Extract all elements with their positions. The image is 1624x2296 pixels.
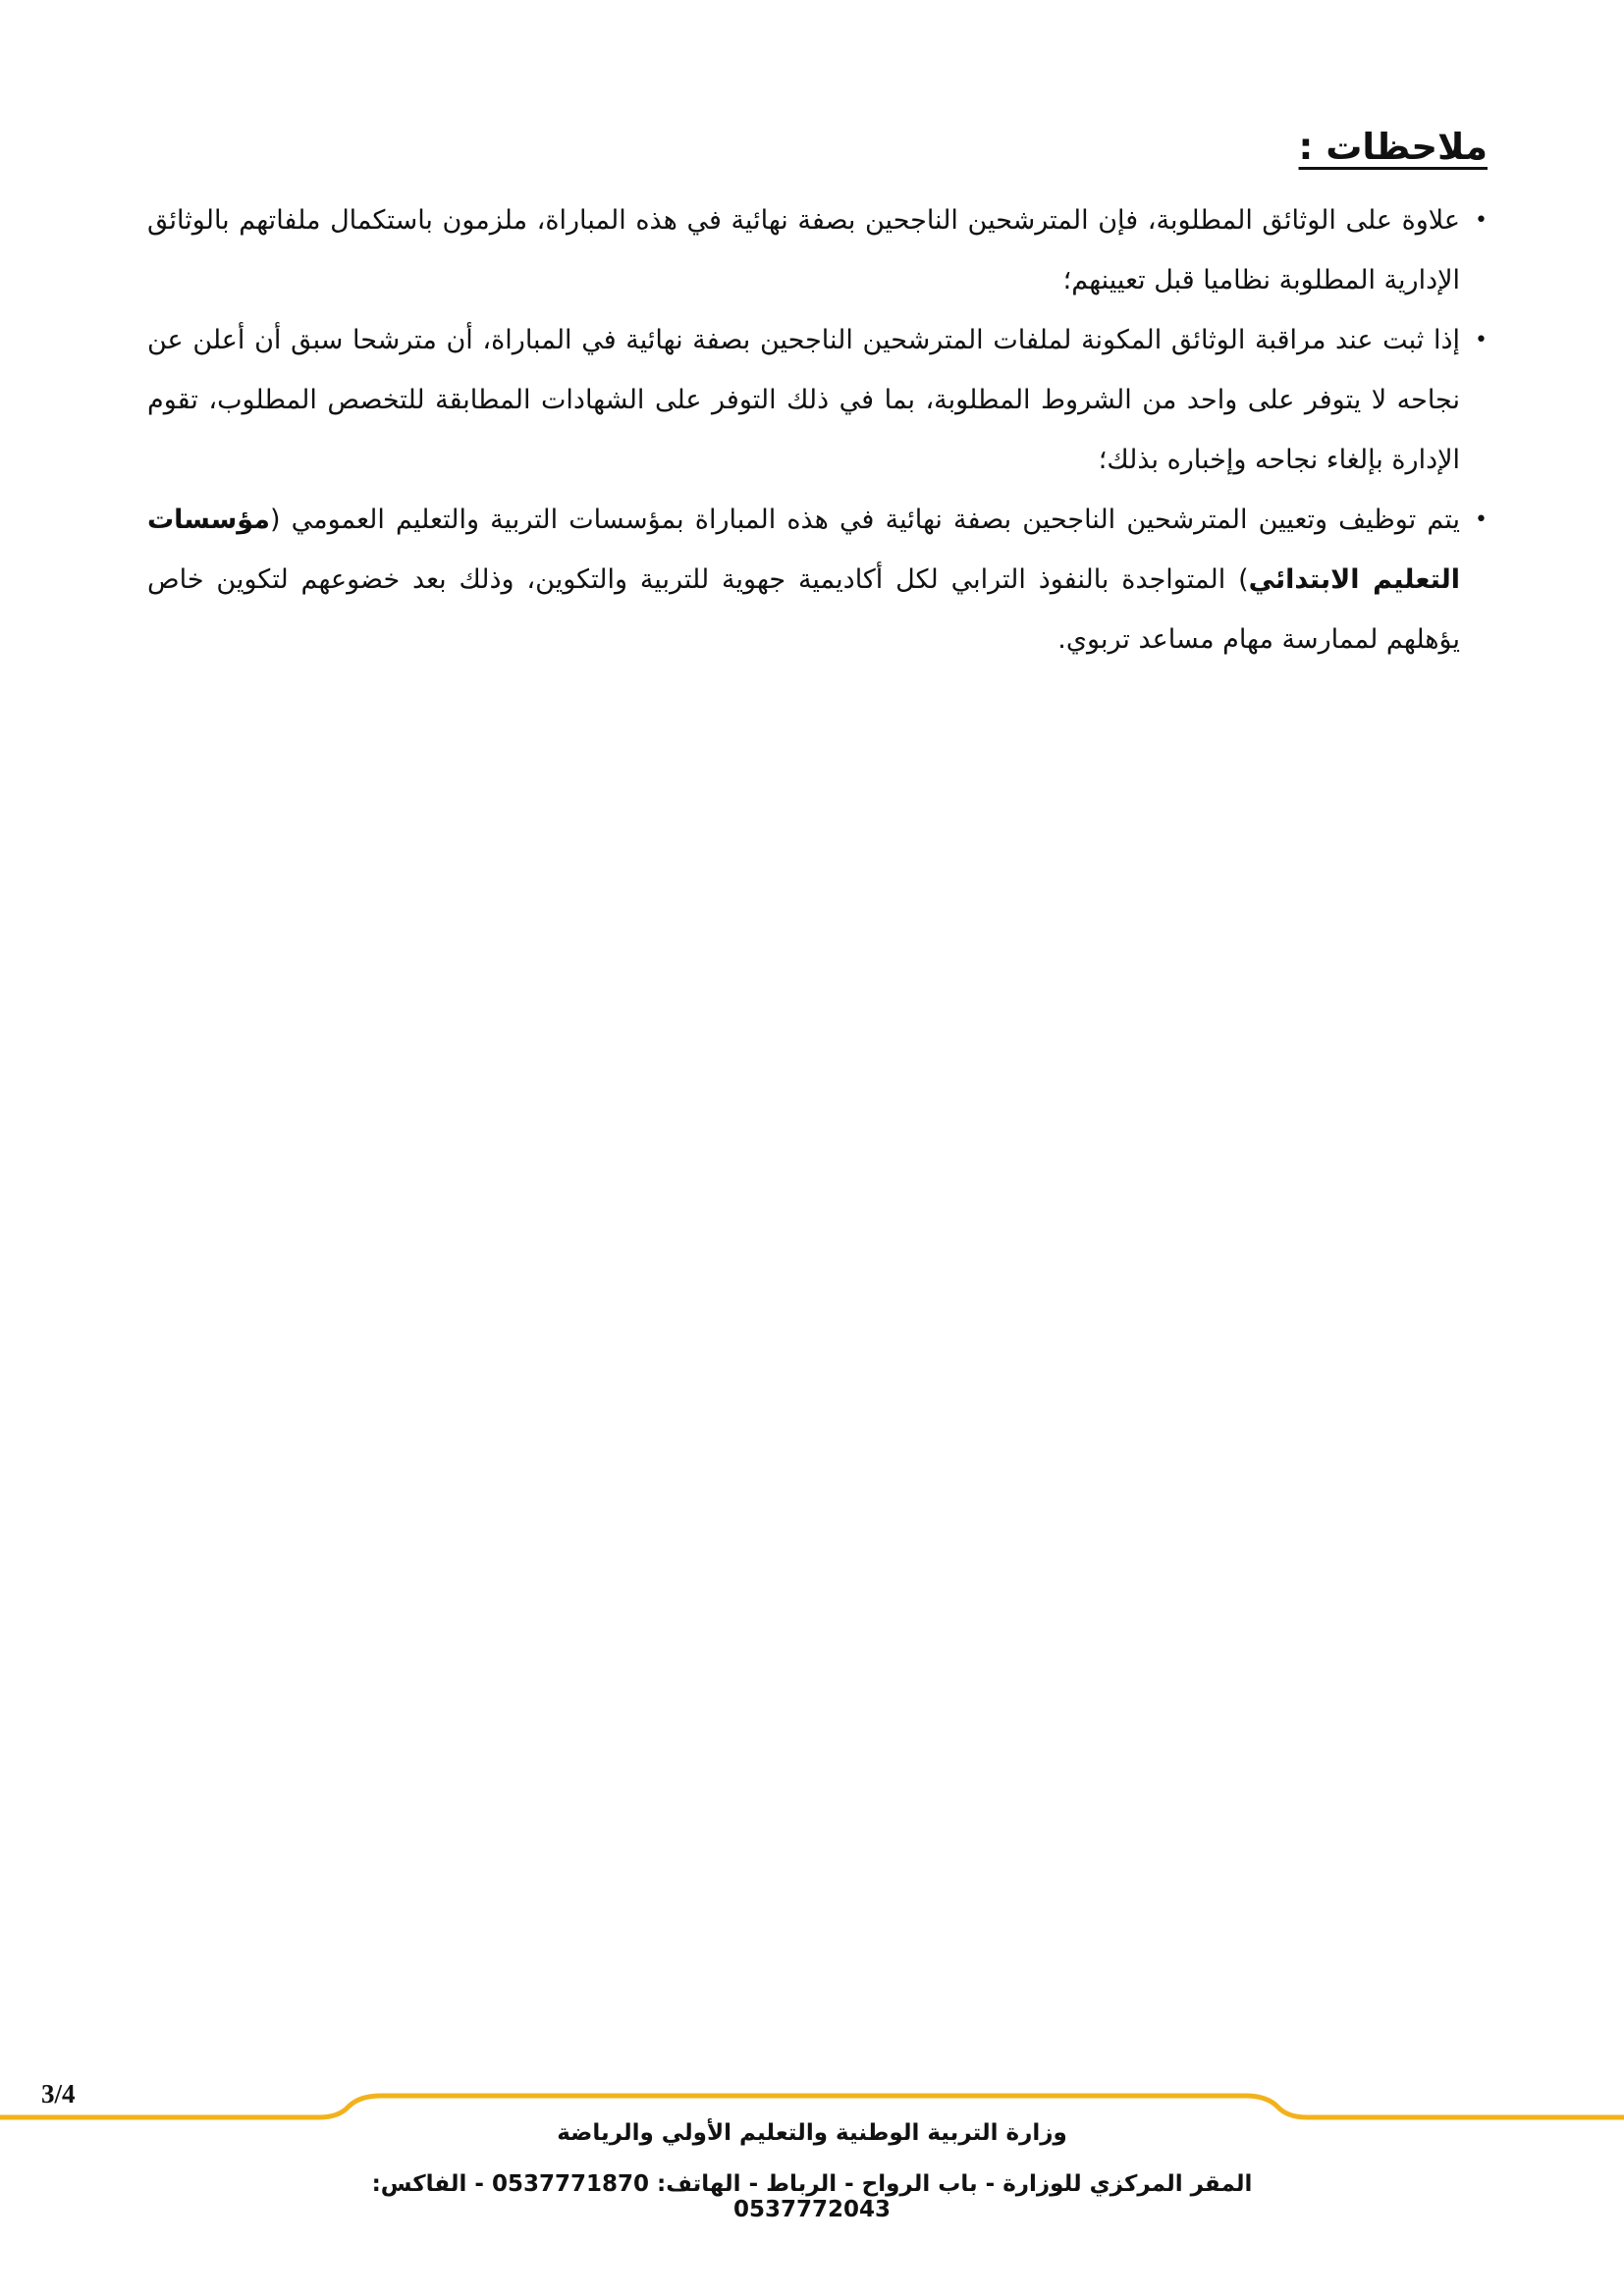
note-text-bold: مؤسسات التعليم الابتدائي bbox=[147, 505, 1460, 595]
bullet-icon: • bbox=[1475, 507, 1488, 532]
page-number: 3/4 bbox=[41, 2079, 76, 2109]
note-text-after: ) المتواجدة بالنفوذ الترابي لكل أكاديمية جهوية للتربية والتكوين، وذلك بعد خضوعهم لتكوين خاص يؤهلهم لممارسة مهام مساعد تربوي. bbox=[147, 564, 1460, 655]
bullet-icon: • bbox=[1475, 208, 1488, 233]
bullet-icon: • bbox=[1475, 328, 1488, 352]
footer-ministry-name: وزارة التربية الوطنية والتعليم الأولي والرياضة bbox=[557, 2120, 1067, 2146]
notes-title: ملاحظات : bbox=[1298, 126, 1488, 168]
footer-address: المقر المركزي للوزارة - باب الرواح - الرباط - الهاتف: 0537771870 - الفاكس: 0537772043 bbox=[371, 2171, 1253, 2222]
note-text: علاوة على الوثائق المطلوبة، فإن المترشحين الناجحين بصفة نهائية في هذه المباراة، ملزمون باستكمال ملفاتهم بالوثائق الإدارية المطلوبة نظاميا قبل تعيينهم؛ bbox=[147, 205, 1460, 295]
note-text: إذا ثبت عند مراقبة الوثائق المكونة لملفات المترشحين الناجحين بصفة نهائية في المباراة، أن مترشحا سبق أن أعلن عن نجاحه لا يتوفر على واحد من الشروط المطلوبة، بما في ذلك التوفر على الشهادات المطابقة للتخصص المطلوب، تقوم الإدارة بإلغاء نجاحه وإخباره بذلك؛ bbox=[147, 325, 1460, 475]
list-item bbox=[147, 310, 1488, 490]
notes-list bbox=[147, 190, 1488, 669]
notes-section bbox=[147, 118, 1488, 669]
list-item bbox=[147, 490, 1488, 669]
list-item bbox=[147, 190, 1488, 310]
note-text-before: يتم توظيف وتعيين المترشحين الناجحين بصفة نهائية في هذه المباراة بمؤسسات التربية والتعليم العمومي ( bbox=[269, 505, 1460, 535]
